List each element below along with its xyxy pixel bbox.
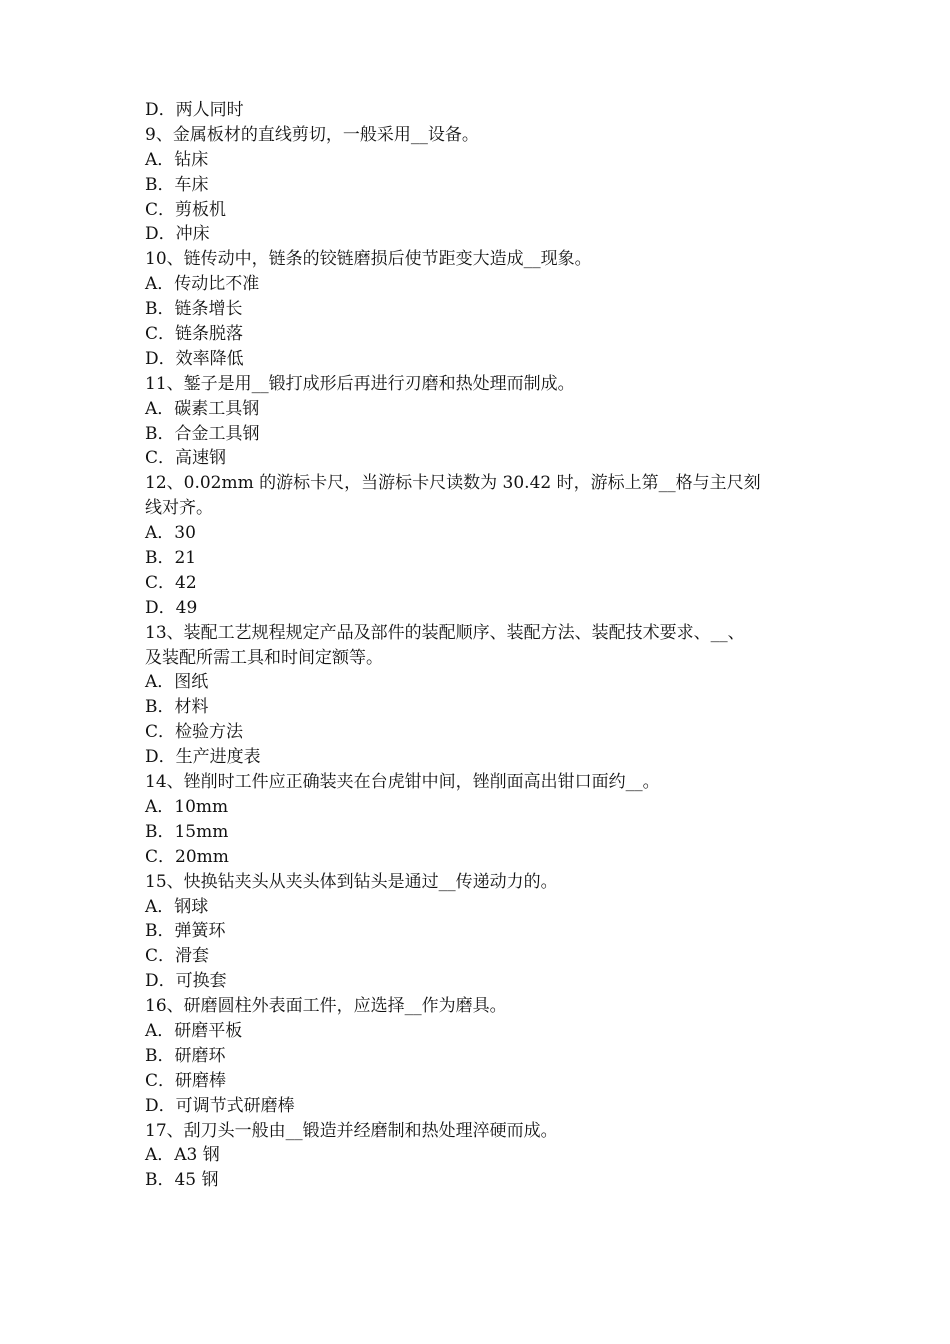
option-line: B．链条增长 [145,299,243,320]
document-page [145,98,815,1193]
option-line: D．可换套 [145,971,227,992]
option-line: B．车床 [145,174,209,195]
option-line: C．研磨棒 [145,1070,227,1091]
option-line: A．A3 钢 [145,1145,220,1166]
question-12-continued: 线对齐。 [145,498,213,519]
option-line: C．滑套 [145,946,210,967]
question-13: 13、装配工艺规程规定产品及部件的装配顺序、装配方法、装配技术要求、__、 [145,622,745,643]
option-line: A．传动比不准 [145,274,260,295]
option-line: A．研磨平板 [145,1020,243,1041]
option-line: A．10mm [145,796,229,817]
option-line: A．钻床 [145,149,209,170]
option-line: A．图纸 [145,672,209,693]
question-17: 17、刮刀头一般由__锻造并经磨制和热处理淬硬而成。 [145,1120,558,1141]
option-line: D．49 [145,597,198,618]
question-16: 16、研磨圆柱外表面工件，应选择__作为磨具。 [145,996,507,1017]
option-line: D．效率降低 [145,348,244,369]
option-line: D．冲床 [145,224,210,245]
option-line: B．合金工具钢 [145,423,260,444]
option-line: A．碳素工具钢 [145,398,260,419]
option-line: C．20mm [145,846,229,867]
option-line: B．21 [145,548,197,569]
option-line: B．45 钢 [145,1170,219,1191]
option-line: B．弹簧环 [145,921,226,942]
question-10: 10、链传动中，链条的铰链磨损后使节距变大造成__现象。 [145,249,592,270]
option-line: B．15mm [145,821,229,842]
option-line: C．检验方法 [145,722,244,743]
option-line: B．研磨环 [145,1045,226,1066]
option-line: C．42 [145,572,197,593]
question-13-continued: 及装配所需工具和时间定额等。 [145,647,383,668]
question-11: 11、錾子是用__锻打成形后再进行刃磨和热处理而制成。 [145,373,575,394]
question-15: 15、快换钻夹头从夹头体到钻头是通过__传递动力的。 [145,871,558,892]
option-line: D．可调节式研磨棒 [145,1095,295,1116]
text-line: D．两人同时 [145,100,244,120]
option-line: A．钢球 [145,896,209,917]
option-line: D．生产进度表 [145,747,261,768]
option-line: C．链条脱落 [145,324,244,345]
question-12: 12、0.02mm 的游标卡尺，当游标卡尺读数为 30.42 时，游标上第__格与主尺刻 [145,473,761,494]
option-line: C．剪板机 [145,199,227,220]
option-line: C．高速钢 [145,448,227,469]
option-line: A．30 [145,523,196,544]
question-14: 14、锉削时工件应正确装夹在台虎钳中间，锉削面高出钳口面约__。 [145,772,660,793]
question-9: 9、金属板材的直线剪切，一般采用__设备。 [145,124,479,145]
option-line: B．材料 [145,697,209,718]
